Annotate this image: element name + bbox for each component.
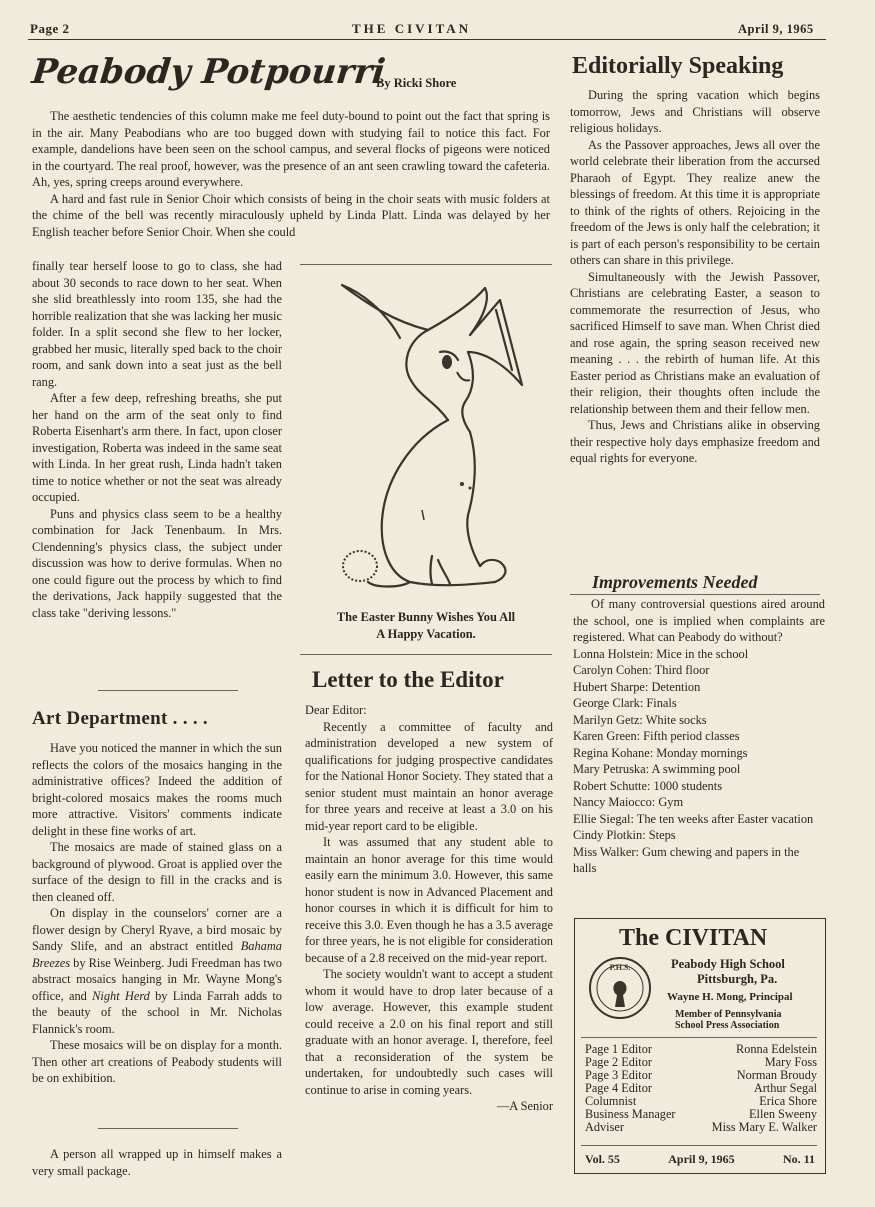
seal-lettering: P.H.S. bbox=[609, 963, 631, 972]
potpourri-paragraph: finally tear herself loose to go to class, she had about 30 seconds to race down to her seat. When she slid breathlessly into room 135, she had the horrible realization that she was lacking her music folder. In a split second she flew to her locker, grabbed her music, literally sped back to the choir room, and sank down into a seat just as the bell rang. bbox=[32, 259, 282, 389]
art-top-rule bbox=[98, 690, 238, 691]
improvement-item: Lonna Holstein: Mice in the school bbox=[573, 646, 749, 661]
filler-text bbox=[32, 1146, 282, 1179]
improvements-rule bbox=[570, 594, 820, 595]
potpourri-paragraph: Puns and physics class seem to be a healthy combination for Jack Tenenbaum. In Mrs. Clendenning's physics class, the subject under discussion was how to derive formulas. When no one could figure out the process by which to find the derivations, Jack happily suggested that the class take "deriving lessons." bbox=[32, 506, 282, 620]
art-paragraph: These mosaics will be on display for a month. Then other art creations of Peabody students will be on exhibition. bbox=[32, 1038, 282, 1085]
improvements-list bbox=[573, 646, 825, 877]
staff-name: Mary Foss bbox=[764, 1055, 817, 1069]
staff-name: Ellen Sweeny bbox=[749, 1107, 817, 1121]
letter-paragraph: The society wouldn't want to accept a student whom it would have to drop later because of a low average. However, this example student could receive a 2.0 on his final report and still graduate with an honor average. I, therefore, feel that a reconsideration of the system be undertaken, for undoubtedly such cases will continue to arise in coming years. bbox=[305, 967, 553, 1097]
art-paragraph: Have you noticed the manner in which the sun reflects the colors of the mosaics hanging in the administrative offices? Indeed the addition of bright-colored mosaics makes the rooms much more attractive. Visitors' comments indicate delight in these fine works of art. bbox=[32, 741, 282, 838]
bunny-caption-line: A Happy Vacation. bbox=[376, 627, 476, 641]
improvements-text bbox=[573, 596, 825, 877]
improvement-item: Nancy Maiocco: Gym bbox=[573, 795, 684, 809]
potpourri-title: Peabody Potpourri bbox=[29, 52, 388, 92]
staff-name: Ronna Edelstein bbox=[736, 1042, 817, 1056]
masthead-rule bbox=[28, 39, 826, 40]
staff-name: Erica Shore bbox=[759, 1094, 817, 1108]
page-number: Page 2 bbox=[30, 21, 70, 36]
issue-number: No. 11 bbox=[782, 1152, 815, 1166]
volume-label: Vol. 55 bbox=[585, 1152, 620, 1166]
art-paragraph: On display in the counselors' corner are a flower design by Cheryl Ryave, a bird mosaic by Sandy Slife, and an abstract entitled Bahama Breezes by Rise Weinberg. Judi Freedman has two abstract mosaics hanging in Mr. Wayne Mong's office, and Night Herd by Linda Farrah adds to the beauty of the school in Mr. Nicholas Flannick's room. bbox=[32, 906, 282, 1036]
staff-name: Norman Broudy bbox=[736, 1068, 817, 1082]
editorial-paragraph: Thus, Jews and Christians alike in observing their respective holy days emphasize freedom and equal rights for everyone. bbox=[570, 418, 820, 465]
art-bottom-rule bbox=[98, 1128, 238, 1129]
improvement-item: Carolyn Cohen: Third floor bbox=[573, 663, 710, 677]
improvement-item: Ellie Siegal: The ten weeks after Easter vacation bbox=[573, 811, 814, 826]
editorial-paragraph: Simultaneously with the Jewish Passover, Christians are celebrating Easter, a season to commemorate the resurrection of Jesus, who sacrificed Himself to save man. When Christ died and rose again, the spring season received new meaning . . . the rebirth of human life. At this Easter period as Christians make an evaluation of their religion, their thoughts often include the relationship between them and their fellow men. bbox=[570, 269, 820, 416]
improvement-item: Cindy Plotkin: Steps bbox=[573, 828, 676, 842]
letter-text bbox=[305, 702, 553, 1115]
staffbox-rule-bottom bbox=[581, 1145, 817, 1146]
easter-bunny-drawing bbox=[300, 270, 552, 600]
staff-name: Arthur Segal bbox=[753, 1081, 817, 1095]
letter-signature: —A Senior bbox=[496, 1099, 553, 1113]
filler-quote: A person all wrapped up in himself makes a very small package. bbox=[32, 1147, 282, 1178]
staffbox-principal: Wayne H. Mong, Principal bbox=[667, 991, 793, 1003]
improvements-intro: Of many controversial questions aired around the school, one is implied when complaints are registered. What can Peabody do without? bbox=[573, 597, 825, 644]
improvement-item: Karen Green: Fifth period classes bbox=[573, 729, 740, 743]
staff-role: Page 4 Editor bbox=[585, 1081, 652, 1095]
staff-role: Adviser bbox=[585, 1120, 624, 1134]
staffbox-membership bbox=[675, 1009, 781, 1031]
staff-name: Miss Mary E. Walker bbox=[711, 1120, 817, 1134]
letter-salutation: Dear Editor: bbox=[305, 703, 367, 717]
editorial-text bbox=[570, 87, 820, 467]
letter-paragraph: It was assumed that any student able to maintain an honor average for this time would easily earn the minimum 3.0. However, this same honor student is now in Advanced Placement and honor courses in which it is difficult for him to receive this 3.0. Even though he has a 3.5 average for three years, he is not eligible for consideration because of a 2.8 received on the mid-year report. bbox=[305, 835, 553, 965]
bunny-caption bbox=[300, 609, 552, 643]
staff-role: Business Manager bbox=[585, 1107, 676, 1121]
bunny-bottom-rule bbox=[300, 654, 552, 655]
art-paragraph: The mosaics are made of stained glass on a background of plywood. Groat is applied over the surface of the design to fill in the cracks and is then cleaned off. bbox=[32, 840, 282, 904]
editorial-paragraph: As the Passover approaches, Jews all over the world celebrate their liberation from the accursed Pharaoh of Egypt. They realize anew the blessings of freedom. At this time it is appropriate to think of the rights of others. Rejoicing in the freedom of the Jews is only half the celebration; it is part of each person's responsibility to be certain others can share in this privilege. bbox=[570, 137, 820, 267]
potpourri-paragraph: The aesthetic tendencies of this column make me feel duty-bound to point out the fact that spring is in the air. Many Peabodians who are too bugged down with studying fail to notice this fact. For example, dandelions have been seen on the school campus, and several flocks of pigeons were noticed in the courtyard. The real proof, however, was the presence of an ant seen crawling toward the cafeteria. Ah, yes, spring creeps around everywhere. bbox=[32, 109, 550, 189]
improvement-item: Regina Kohane: Monday mornings bbox=[573, 745, 748, 760]
footer-date: April 9, 1965 bbox=[668, 1152, 735, 1166]
improvement-item: Robert Schutte: 1000 students bbox=[573, 778, 723, 793]
staffbox-rule bbox=[581, 1037, 817, 1038]
school-seal-icon bbox=[587, 955, 653, 1021]
improvement-item: Miss Walker: Gum chewing and papers in the halls bbox=[573, 844, 800, 875]
newspaper-name: THE CIVITAN bbox=[352, 21, 472, 36]
school-name: Peabody High School bbox=[671, 957, 785, 971]
staff-role: Page 3 Editor bbox=[585, 1068, 652, 1082]
bunny-caption-line: The Easter Bunny Wishes You All bbox=[336, 610, 516, 624]
potpourri-paragraph: After a few deep, refreshing breaths, she put her hand on the arm of the seat only to find Roberta Eisenhart's arm there. In fact, upon closer investigation, Roberta was indeed in the same seat with Linda. In her great rush, Linda hadn't taken time to notice whether or not the seat was already occupied. bbox=[32, 391, 282, 504]
improvements-title: Improvements Needed bbox=[592, 572, 758, 592]
art-text bbox=[32, 740, 282, 1087]
improvement-item: Hubert Sharpe: Detention bbox=[573, 679, 701, 694]
staff-role: Page 1 Editor bbox=[585, 1042, 652, 1056]
issue-date: April 9, 1965 bbox=[738, 22, 814, 36]
membership-line: Member of Pennsylvania bbox=[675, 1009, 782, 1020]
improvement-item: George Clark: Finals bbox=[573, 696, 677, 710]
staffbox-title: The CIVITAN bbox=[619, 925, 768, 951]
letter-title: Letter to the Editor bbox=[312, 667, 504, 692]
staff-box bbox=[574, 918, 826, 1174]
staff-role: Page 2 Editor bbox=[585, 1055, 652, 1069]
letter-paragraph: Recently a committee of faculty and administration developed a new system of qualifications for judging prospective candidates for the National Honor Society. They stated that a senior student must maintain an honor average for three years and receive at least a 3.0 on his mid-year report card to be eligible. bbox=[305, 719, 553, 833]
bunny-top-rule bbox=[300, 264, 552, 265]
potpourri-column-text bbox=[32, 258, 282, 621]
school-city: Pittsburgh, Pa. bbox=[697, 972, 778, 986]
staffbox-school bbox=[671, 957, 785, 987]
potpourri-paragraph: A hard and fast rule in Senior Choir which consists of being in the choir seats with music folders at the chime of the bell was recently miraculously upheld by Linda Platt. Linda was delayed by her English teacher before Senior Choir. When she could bbox=[32, 191, 550, 239]
staffbox-footer bbox=[585, 1152, 815, 1167]
potpourri-byline: By Ricki Shore bbox=[376, 76, 457, 90]
potpourri-top-text bbox=[32, 108, 550, 240]
editorial-title: Editorially Speaking bbox=[572, 53, 784, 79]
improvement-item: Marilyn Getz: White socks bbox=[573, 712, 707, 727]
membership-line: School Press Association bbox=[675, 1020, 780, 1031]
improvement-item: Mary Petruska: A swimming pool bbox=[573, 762, 741, 776]
art-title: Art Department . . . . bbox=[32, 708, 208, 729]
staff-row bbox=[585, 1121, 817, 1134]
editorial-paragraph: During the spring vacation which begins tomorrow, Jews and Christians will observe religious holidays. bbox=[570, 88, 820, 135]
staff-role: Columnist bbox=[585, 1094, 637, 1108]
staff-table bbox=[585, 1043, 817, 1134]
